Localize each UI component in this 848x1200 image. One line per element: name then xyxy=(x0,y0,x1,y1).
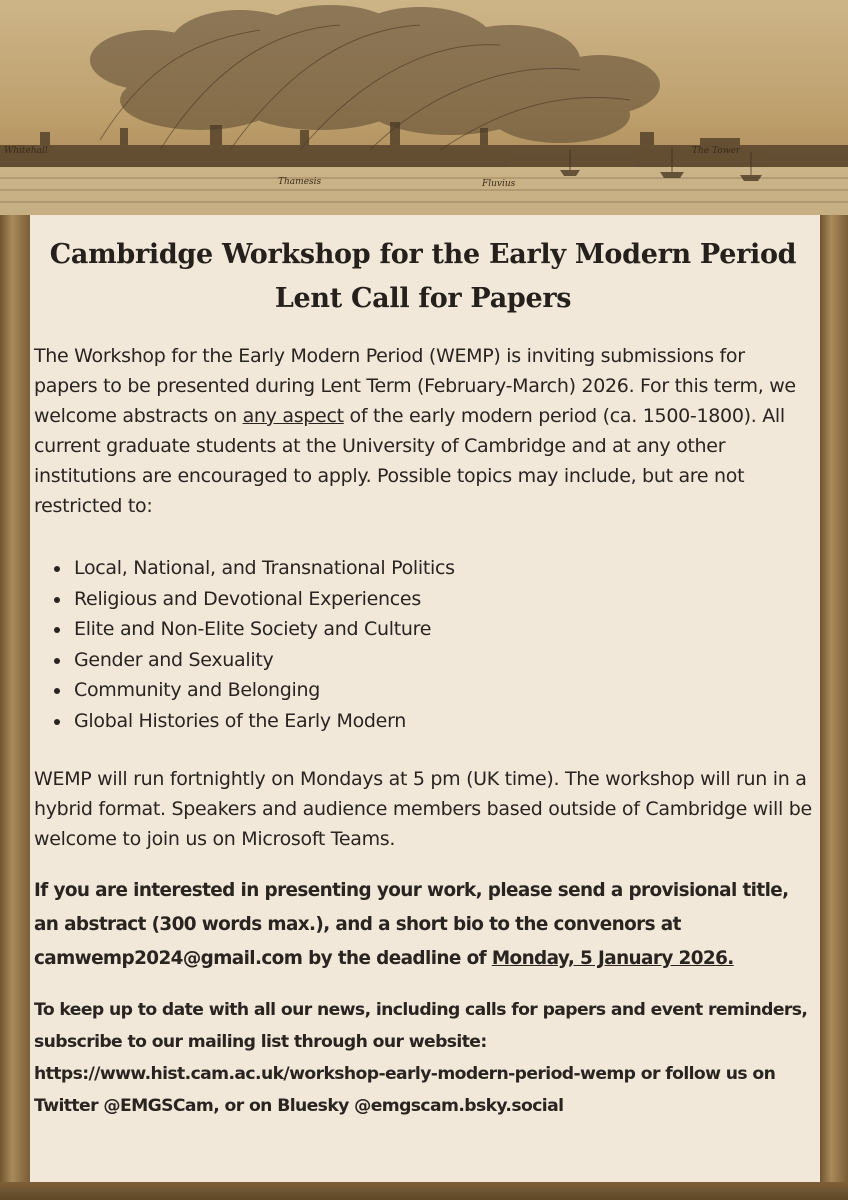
aged-paper-margin-left xyxy=(0,215,30,1200)
list-item: • Elite and Non-Elite Society and Culture xyxy=(72,614,812,645)
intro-text-before: The Workshop for the Early Modern Period (WEMP) is inviting submissions for papers to be presented during Lent Term (February-March) 2026. For this term, we welcome abstracts on xyxy=(34,345,796,427)
great-fire-engraving xyxy=(0,0,848,215)
aged-paper-margin-bottom xyxy=(0,1182,848,1200)
intro-emphasis: any aspect xyxy=(242,405,344,427)
aged-paper-margin-right xyxy=(820,215,848,1200)
topics-list xyxy=(34,553,812,736)
list-item: • Religious and Devotional Experiences xyxy=(72,584,812,615)
schedule-paragraph: WEMP will run fortnightly on Mondays at 5 pm (UK time). The workshop will run in a hybrid format. Speakers and audience members based outside of Cambridge will be welcome to join us on Microsoft Teams. xyxy=(34,768,812,850)
map-label-fluvius: Fluvius xyxy=(482,179,516,189)
list-item: • Community and Belonging xyxy=(72,675,812,706)
contact-paragraph: To keep up to date with all our news, including calls for papers and event reminders, subscribe to our mailing list through our website: https://www.hist.cam.ac.uk/workshop-early-modern-period-wemp or follow us on Twitter @EMGSCam, or on Bluesky @emgscam.bsky.social xyxy=(34,1000,808,1116)
list-item: • Local, National, and Transnational Politics xyxy=(72,553,812,584)
header-engraving-image xyxy=(0,0,848,215)
apply-text: If you are interested in presenting your work, please send a provisional title, an abstract (300 words max.), and a short bio to the convenors at camwemp2024@gmail.com by the deadline of xyxy=(34,880,789,969)
map-label-the-tower: The Tower xyxy=(692,146,741,156)
list-item: • Gender and Sexuality xyxy=(72,645,812,676)
intro-text-after: of the early modern period (ca. 1500-1800). All current graduate students at the University of Cambridge and at any other institutions are encouraged to apply. Possible topics may include, but are not restricted to: xyxy=(34,405,785,517)
content-panel xyxy=(30,215,820,1182)
apply-paragraph xyxy=(34,874,812,976)
title-line-1: Cambridge Workshop for the Early Modern Period xyxy=(49,239,797,270)
intro-paragraph xyxy=(34,341,812,521)
title-line-2: Lent Call for Papers xyxy=(274,283,572,314)
deadline-date: Monday, 5 January 2026. xyxy=(491,948,734,969)
list-item: • Global Histories of the Early Modern xyxy=(72,706,812,737)
map-label-thamesis: Thamesis xyxy=(278,177,322,187)
poster-title xyxy=(34,233,812,321)
map-label-whitehall: Whitehall xyxy=(4,146,48,156)
